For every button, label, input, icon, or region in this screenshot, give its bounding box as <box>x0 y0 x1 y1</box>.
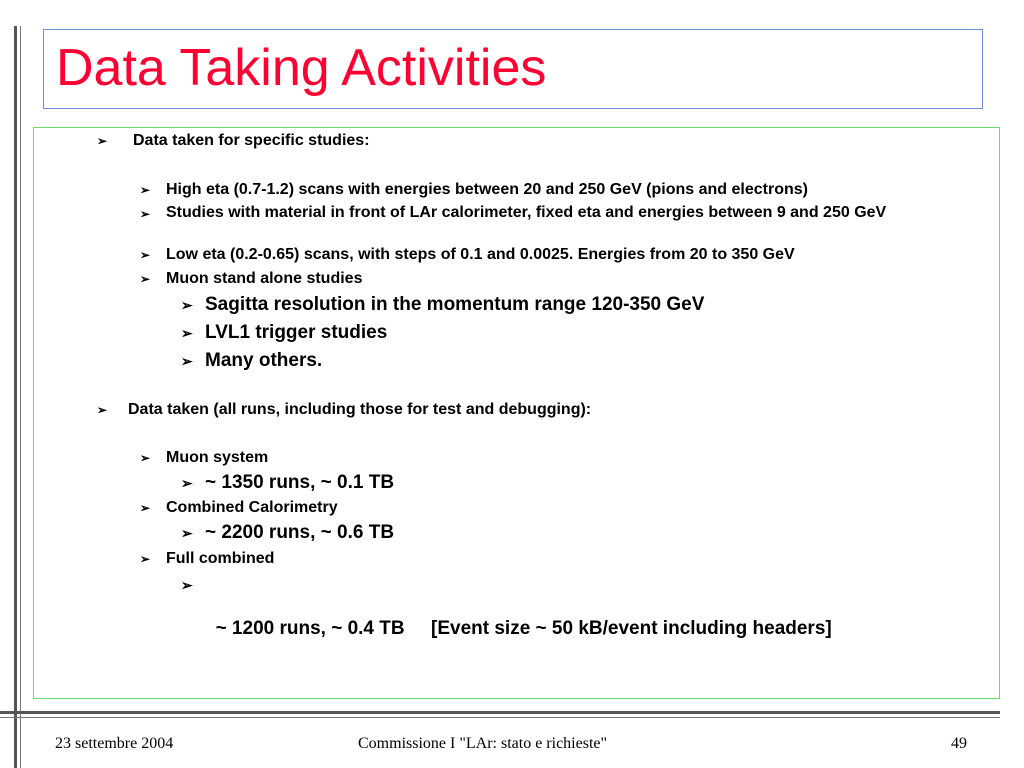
list-item-text: Full combined <box>166 550 275 567</box>
list-item-text: Muon system <box>166 449 269 466</box>
sub-list-item <box>181 350 323 372</box>
bullet-arrow-icon: ➢ <box>140 207 151 221</box>
section-heading-text: Data taken (all runs, including those for test and debugging): <box>128 401 592 418</box>
list-item <box>140 550 275 568</box>
sub-list-item-text: Sagitta resolution in the momentum range 120-350 GeV <box>205 294 705 315</box>
bullet-arrow-icon: ➢ <box>181 353 193 369</box>
section-heading-specific-studies <box>97 132 370 150</box>
bullet-arrow-icon: ➢ <box>97 134 108 148</box>
sub-list-item-text: ~ 1200 runs, ~ 0.4 TB [Event size ~ 50 kB/event including headers] <box>215 618 832 639</box>
footer-title: Commissione I "LAr: stato e richieste" <box>358 735 608 752</box>
sub-list-item-text: LVL1 trigger studies <box>205 322 388 343</box>
bullet-arrow-icon: ➢ <box>140 183 151 197</box>
list-item-text: Combined Calorimetry <box>166 499 338 516</box>
bullet-arrow-icon: ➢ <box>181 297 193 313</box>
list-item <box>140 270 363 288</box>
sub-list-item-text: Many others. <box>205 350 323 371</box>
title-frame <box>43 29 983 109</box>
list-item-text: Studies with material in front of LAr calorimeter, fixed eta and energies between 9 and 250 GeV <box>166 204 887 221</box>
bullet-arrow-icon: ➢ <box>140 272 151 286</box>
list-item-text: High eta (0.7-1.2) scans with energies between 20 and 250 GeV (pions and electrons) <box>166 181 808 198</box>
list-item-text: Low eta (0.2-0.65) scans, with steps of 0.1 and 0.0025. Energies from 20 to 350 GeV <box>166 246 795 263</box>
bullet-arrow-icon: ➢ <box>181 525 193 541</box>
bullet-arrow-icon: ➢ <box>181 577 193 593</box>
slide-title: Data Taking Activities <box>56 39 547 97</box>
sub-list-item-text: ~ 1350 runs, ~ 0.1 TB <box>205 472 395 493</box>
page-number: 49 <box>951 735 967 752</box>
left-vertical-rule-inner <box>20 26 21 768</box>
list-item-text: Muon stand alone studies <box>166 270 363 287</box>
footer-date: 23 settembre 2004 <box>55 735 174 752</box>
section-heading-text: Data taken for specific studies: <box>133 132 370 149</box>
footer-horizontal-rule <box>0 711 1000 714</box>
bullet-arrow-icon: ➢ <box>140 501 151 515</box>
bullet-arrow-icon: ➢ <box>181 475 193 491</box>
sub-list-item <box>181 472 395 494</box>
section-heading-all-runs <box>97 401 592 419</box>
left-vertical-rule <box>14 26 17 768</box>
sub-list-item <box>181 294 705 316</box>
footer-horizontal-rule-inner <box>0 717 1000 718</box>
list-item <box>140 499 338 517</box>
bullet-arrow-icon: ➢ <box>181 325 193 341</box>
sub-list-item-text: ~ 2200 runs, ~ 0.6 TB <box>205 522 395 543</box>
list-item <box>140 181 808 199</box>
list-item <box>140 204 981 221</box>
sub-list-item <box>181 322 388 344</box>
sub-list-item <box>181 522 395 544</box>
list-item <box>140 449 269 467</box>
sub-list-item <box>181 574 832 640</box>
list-item <box>140 246 795 264</box>
bullet-arrow-icon: ➢ <box>140 248 151 262</box>
bullet-arrow-icon: ➢ <box>140 552 151 566</box>
bullet-arrow-icon: ➢ <box>97 403 108 417</box>
bullet-arrow-icon: ➢ <box>140 451 151 465</box>
